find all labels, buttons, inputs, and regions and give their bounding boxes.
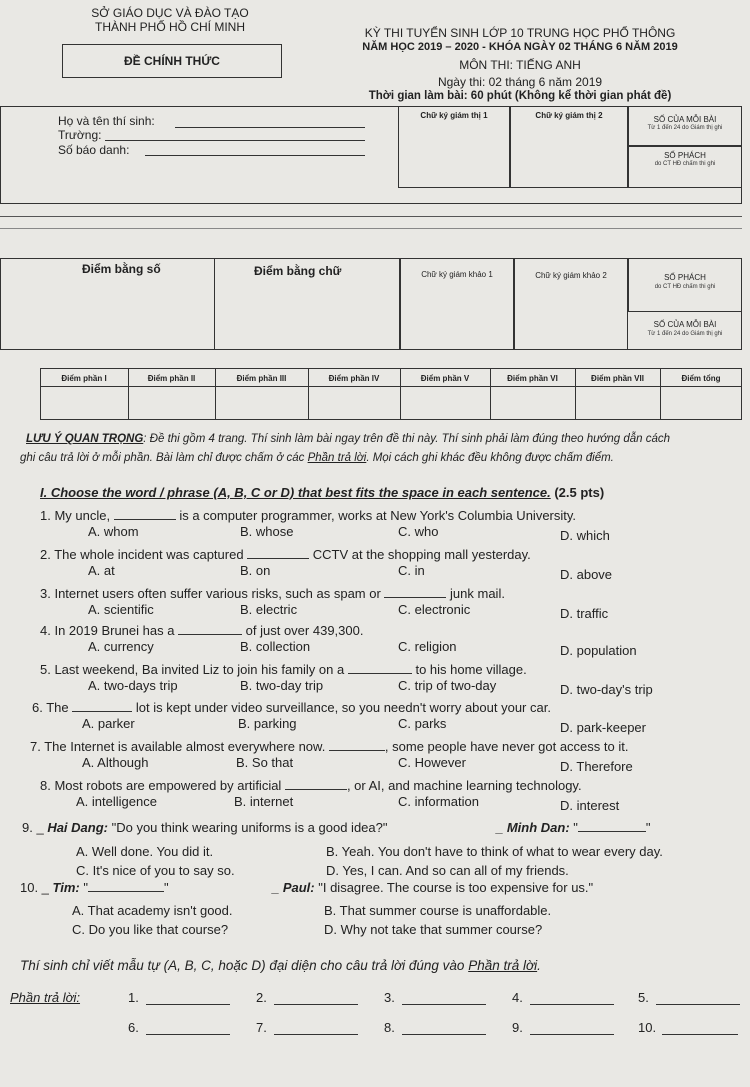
- instruction-link: Phần trả lời: [468, 958, 538, 973]
- sig1-label: Chữ ký giám thị 1: [420, 111, 488, 120]
- notice-text2a: ghi câu trả lời ở mỗi phần. Bài làm chỉ được chấm ở các: [20, 452, 308, 464]
- q9-option-c[interactable]: C. It's nice of you to say so.: [76, 863, 235, 878]
- answer-number-5: 5.: [638, 990, 649, 1005]
- answer-field-8[interactable]: [402, 1034, 486, 1035]
- grade-sophach-label: SỐ PHÁCH: [664, 273, 706, 282]
- score-word-label: Điểm bằng chữ: [254, 264, 342, 278]
- question-4: [40, 623, 363, 638]
- question-stem-end: junk mail.: [446, 586, 505, 601]
- examiner2-label: Chữ ký giám khảo 2: [535, 271, 607, 280]
- q9-speaker1: Hai Dang:: [47, 820, 108, 835]
- question-blank[interactable]: [285, 789, 347, 790]
- q9-reply: [496, 820, 651, 835]
- score-divider: [308, 368, 309, 420]
- score-divider: [575, 368, 576, 420]
- question-3: [40, 586, 505, 601]
- question-stem-start: 7. The Internet is available almost everywhere now.: [30, 739, 329, 754]
- score-divider: [128, 368, 129, 420]
- q10-blank[interactable]: [88, 891, 164, 892]
- question-2: [40, 547, 531, 562]
- question-stem-end: is a computer programmer, works at New York's Columbia University.: [175, 508, 577, 523]
- score-part-5: Điểm phần V: [420, 374, 470, 383]
- notice-text2c: . Mọi cách ghi khác đều không được chấm điểm.: [366, 452, 614, 464]
- sobai-note: Từ 1 đến 24 do Giám thị ghi: [647, 125, 723, 131]
- question-9: [22, 820, 387, 835]
- q9-option-d[interactable]: D. Yes, I can. And so can all of my friends.: [326, 863, 569, 878]
- exam-title: KỲ THI TUYỂN SINH LỚP 10 TRUNG HỌC PHỔ THÔNG: [364, 26, 676, 40]
- instruction: [20, 958, 541, 973]
- score-divider: [490, 368, 491, 420]
- q10-line-close: ": [164, 880, 169, 895]
- q5-option-c[interactable]: C. trip of two-day: [398, 678, 497, 693]
- official-label: ĐỀ CHÍNH THỨC: [124, 54, 220, 68]
- q2-option-a[interactable]: A. at: [88, 563, 115, 578]
- q9-option-a[interactable]: A. Well done. You did it.: [76, 844, 214, 859]
- q7-option-b[interactable]: B. So that: [236, 755, 294, 770]
- answer-number-3: 3.: [384, 990, 395, 1005]
- q7-option-c[interactable]: C. However: [398, 755, 466, 770]
- notice-line2: [20, 452, 614, 464]
- exam-time: Thời gian làm bài: 60 phút (Không kể thời gian phát đề): [368, 90, 672, 102]
- score-divider: [660, 368, 661, 420]
- question-5: [40, 662, 527, 677]
- q1-option-a[interactable]: A. whom: [88, 524, 139, 539]
- q6-option-b[interactable]: B. parking: [238, 716, 297, 731]
- q4-option-a[interactable]: A. currency: [88, 639, 154, 654]
- score-part-2: Điểm phần II: [147, 374, 196, 383]
- question-8: [40, 778, 582, 793]
- question-blank[interactable]: [247, 558, 309, 559]
- question-blank[interactable]: [384, 597, 446, 598]
- q5-option-d[interactable]: D. two-day's trip: [560, 682, 653, 697]
- question-blank[interactable]: [114, 519, 176, 520]
- answer-field-5[interactable]: [656, 1004, 740, 1005]
- score-part-8: Điểm tổng: [681, 374, 721, 383]
- grade-sobai-note: Từ 1 đến 24 do Giám thị ghi: [647, 331, 723, 337]
- examiner1-label: Chữ ký giám khảo 1: [421, 270, 493, 279]
- q2-option-d[interactable]: D. above: [560, 567, 613, 582]
- q3-option-c[interactable]: C. electronic: [398, 602, 471, 617]
- q3-option-d[interactable]: D. traffic: [560, 606, 609, 621]
- answer-number-2: 2.: [256, 990, 267, 1005]
- answer-label: Phần trả lời:: [10, 990, 81, 1005]
- q5-option-a[interactable]: A. two-days trip: [88, 678, 178, 693]
- q10-option-d[interactable]: D. Why not take that summer course?: [324, 922, 543, 937]
- score-part-4: Điểm phần IV: [328, 374, 380, 383]
- q7-option-d[interactable]: D. Therefore: [560, 759, 633, 774]
- q9-reply-close: ": [645, 820, 651, 835]
- q10-num: 10. _: [20, 880, 49, 895]
- answer-field-9[interactable]: [530, 1034, 614, 1035]
- q9-speaker2: _ Minh Dan:: [496, 820, 570, 835]
- exam-date: Ngày thi: 02 tháng 6 năm 2019: [437, 75, 603, 89]
- question-stem-end: CCTV at the shopping mall yesterday.: [309, 547, 531, 562]
- answer-number-1: 1.: [128, 990, 139, 1005]
- q10-option-a[interactable]: A. That academy isn't good.: [72, 903, 233, 918]
- score-divider: [400, 368, 401, 420]
- question-stem-end: , some people have never got access to it.: [384, 739, 629, 754]
- q1-option-c[interactable]: C. who: [398, 524, 439, 539]
- answer-field-4[interactable]: [530, 1004, 614, 1005]
- q3-option-a[interactable]: A. scientific: [88, 602, 154, 617]
- q9-option-b[interactable]: B. Yeah. You don't have to think of what to wear every day.: [326, 844, 663, 859]
- answer-number-9: 9.: [512, 1020, 523, 1035]
- q1-option-d[interactable]: D. which: [560, 528, 610, 543]
- score-divider: [215, 368, 216, 420]
- question-10: [20, 880, 169, 895]
- answer-number-4: 4.: [512, 990, 523, 1005]
- answer-number-8: 8.: [384, 1020, 395, 1035]
- dept-line1: SỞ GIÁO DỤC VÀ ĐÀO TẠO: [91, 6, 249, 20]
- q10-line-open: ": [79, 880, 88, 895]
- q9-reply-open: ": [569, 820, 578, 835]
- question-stem-end: of just over 439,300.: [242, 623, 364, 638]
- question-stem-start: 4. In 2019 Brunei has a: [40, 623, 179, 638]
- exam-subject: MÔN THI: TIẾNG ANH: [459, 58, 581, 72]
- q2-option-c[interactable]: C. in: [398, 563, 425, 578]
- q10-option-c[interactable]: C. Do you like that course?: [72, 922, 229, 937]
- answer-field-6[interactable]: [146, 1034, 230, 1035]
- question-stem-end: lot is kept under video surveillance, so you needn't worry about your car.: [132, 700, 551, 715]
- section-title-text: I. Choose the word / phrase (A, B, C or D) that best fits the space in each sentence.: [40, 485, 551, 500]
- q4-option-c[interactable]: C. religion: [398, 639, 457, 654]
- score-row-divider: [40, 386, 742, 387]
- q6-option-d[interactable]: D. park-keeper: [560, 720, 646, 735]
- answer-field-3[interactable]: [402, 1004, 486, 1005]
- question-stem-start: 8. Most robots are empowered by artificial: [40, 778, 285, 793]
- answer-number-6: 6.: [128, 1020, 139, 1035]
- question-blank[interactable]: [178, 634, 242, 635]
- q5-option-b[interactable]: B. two-day trip: [240, 678, 324, 693]
- question-blank[interactable]: [348, 673, 412, 674]
- score-part-6: Điểm phần VI: [507, 374, 558, 383]
- q3-option-b[interactable]: B. electric: [240, 602, 298, 617]
- notice-text1: : Đề thi gồm 4 trang. Thí sinh làm bài ngay trên đề thi này. Thí sinh phải làm đúng theo hướng dẫn cách: [143, 433, 671, 445]
- id-label: Số báo danh:: [58, 143, 130, 157]
- id-line: [145, 155, 365, 156]
- q10-reply: [272, 880, 593, 895]
- score-part-7: Điểm phần VII: [591, 374, 644, 383]
- exam-year: NĂM HỌC 2019 – 2020 - KHÓA NGÀY 02 THÁNG 6 NĂM 2019: [362, 41, 678, 53]
- q8-option-d[interactable]: D. interest: [560, 798, 620, 813]
- section-title: [40, 485, 604, 500]
- q10-speaker2: _ Paul:: [272, 880, 315, 895]
- question-stem-end: to his home village.: [411, 662, 527, 677]
- question-stem-start: 3. Internet users often suffer various risks, such as spam or: [40, 586, 385, 601]
- answer-field-10[interactable]: [662, 1034, 738, 1035]
- grade-sophach-note: do CT HĐ chấm thi ghi: [654, 284, 716, 290]
- instruction-text: Thí sinh chỉ viết mẫu tự (A, B, C, hoặc D) đại diện cho câu trả lời đúng vào: [20, 958, 469, 973]
- notice-line1: [26, 433, 670, 445]
- notice-link: Phần trả lời: [307, 452, 367, 464]
- question-blank[interactable]: [72, 711, 132, 712]
- question-stem-end: , or AI, and machine learning technology.: [346, 778, 582, 793]
- q1-option-b[interactable]: B. whose: [240, 524, 294, 539]
- q6-option-c[interactable]: C. parks: [398, 716, 447, 731]
- question-stem-start: 5. Last weekend, Ba invited Liz to join his family on a: [40, 662, 348, 677]
- sobai-label: SỐ CỦA MỖI BÀI: [653, 115, 717, 124]
- q4-option-d[interactable]: D. population: [560, 643, 637, 658]
- name-label: Họ và tên thí sinh:: [58, 114, 155, 128]
- school-line: [105, 140, 365, 141]
- q10-speaker1: Tim:: [52, 880, 80, 895]
- dept-line2: THÀNH PHỐ HỒ CHÍ MINH: [95, 20, 245, 34]
- answer-field-2[interactable]: [274, 1004, 358, 1005]
- question-1: [40, 508, 576, 523]
- name-line: [175, 127, 365, 128]
- sophach-note: do CT HĐ chấm thi ghi: [654, 161, 716, 167]
- question-stem-start: 6. The: [32, 700, 73, 715]
- section-points: (2.5 pts): [554, 485, 605, 500]
- q9-blank[interactable]: [578, 831, 646, 832]
- question-blank[interactable]: [329, 750, 385, 751]
- q8-option-a[interactable]: A. intelligence: [76, 794, 157, 809]
- q10-reply-text: "I disagree. The course is too expensive for us.": [314, 880, 594, 895]
- q9-line: "Do you think wearing uniforms is a good idea?": [107, 820, 388, 835]
- sophach-label: SỐ PHÁCH: [664, 151, 706, 160]
- notice-label: LƯU Ý QUAN TRỌNG: [26, 433, 144, 445]
- score-part-1: Điểm phần I: [61, 374, 107, 383]
- q8-option-b[interactable]: B. internet: [234, 794, 294, 809]
- sig2-label: Chữ ký giám thị 2: [535, 111, 603, 120]
- answer-number-10: 10.: [638, 1020, 657, 1035]
- answer-field-7[interactable]: [274, 1034, 358, 1035]
- fold-line: [0, 228, 742, 229]
- school-label: Trường:: [58, 128, 102, 142]
- q4-option-b[interactable]: B. collection: [240, 639, 311, 654]
- grade-sobai-label: SỐ CỦA MỖI BÀI: [653, 320, 717, 329]
- q10-option-b[interactable]: B. That summer course is unaffordable.: [324, 903, 552, 918]
- question-stem-start: 2. The whole incident was captured: [40, 547, 248, 562]
- question-6: [32, 700, 551, 715]
- q7-option-a[interactable]: A. Although: [82, 755, 149, 770]
- q6-option-a[interactable]: A. parker: [82, 716, 135, 731]
- q8-option-c[interactable]: C. information: [398, 794, 479, 809]
- answer-number-7: 7.: [256, 1020, 267, 1035]
- answer-field-1[interactable]: [146, 1004, 230, 1005]
- score-num-label: Điểm bằng số: [82, 262, 161, 276]
- question-7: [30, 739, 628, 754]
- instruction-end: .: [537, 958, 541, 973]
- question-stem-start: 1. My uncle,: [40, 508, 114, 523]
- q9-num: 9. _: [22, 820, 44, 835]
- cut-line: [0, 216, 742, 217]
- score-part-3: Điểm phần III: [236, 374, 287, 383]
- q2-option-b[interactable]: B. on: [240, 563, 271, 578]
